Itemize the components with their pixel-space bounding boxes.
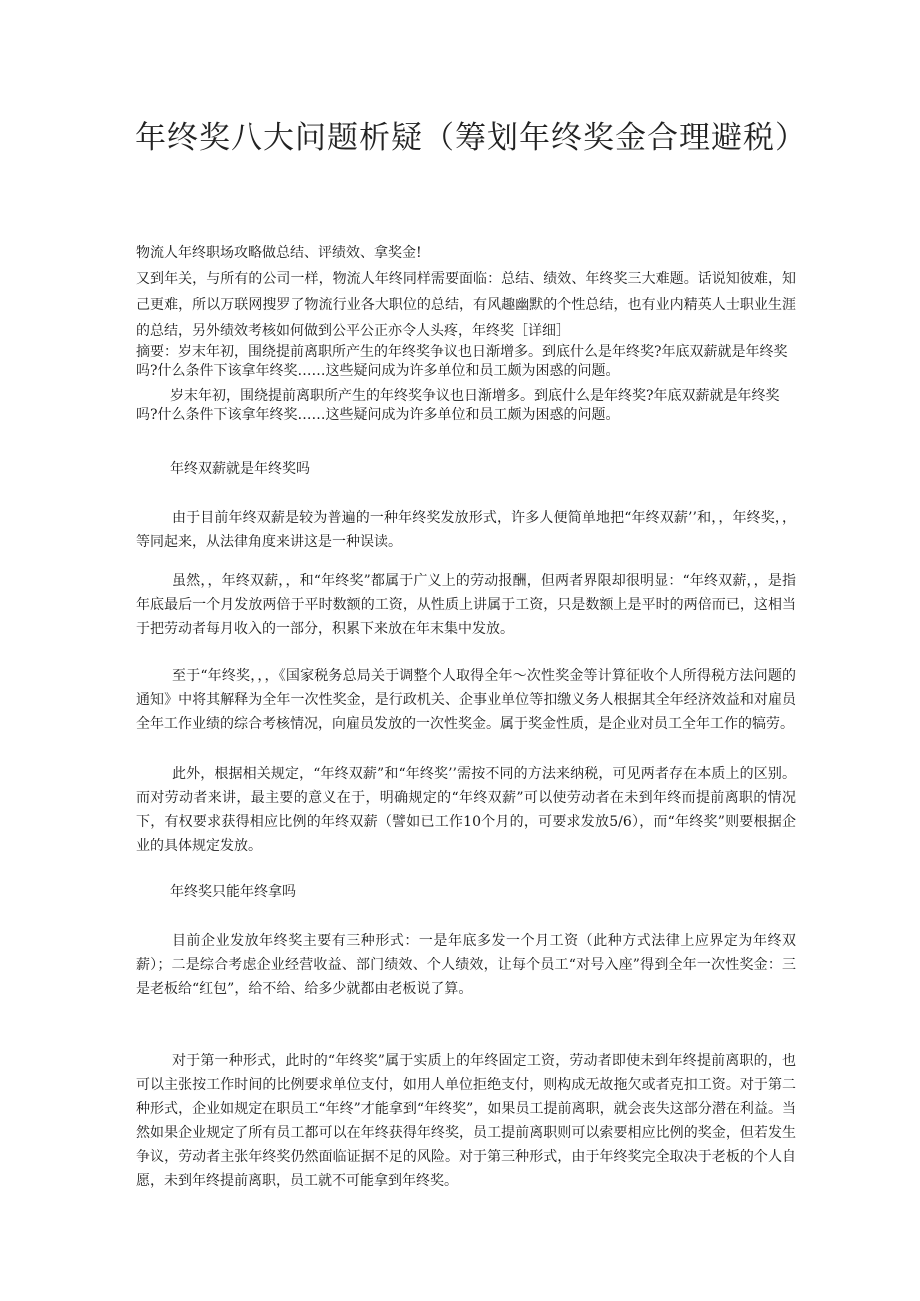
intro-line: 物流人年终职场攻略做总结、评绩效、拿奖金!: [136, 245, 422, 261]
body-paragraph: 由于目前年终双薪是较为普遍的一种年终奖发放形式，许多人便简单地把“年终双薪’’和，，年终奖，，等同起来，从法律角度来讲这是一种误读。: [136, 510, 796, 550]
page-title: 年终奖八大问题析疑（筹划年终奖金合理避税）: [135, 120, 807, 156]
body-paragraph: 至于“年终奖，，，《国家税务总局关于调整个人取得全年～次性奖金等计算征收个人所得税方法问题的通知》中将其解释为全年一次性奖金，是行政机关、企事业单位等扣缴义务人根据其全年经济效益和对雇员全年工作业绩的综合考核情况，向雇员发放的一次性奖金。属于奖金性质，是企业对员工全年工作的犒劳。: [136, 668, 796, 732]
body-paragraph: 目前企业发放年终奖主要有三种形式：一是年底多发一个月工资（此种方式法律上应界定为年终双薪）；二是综合考虑企业经营收益、部门绩效、个人绩效，让每个员工“对号入座”得到全年一次性奖金：三是老板给“红包”，给不给、给多少就都由老板说了算。: [136, 933, 796, 997]
body-paragraph: 对于第一种形式，此时的“年终奖”属于实质上的年终固定工资，劳动者即使未到年终提前离职的，也可以主张按工作时间的比例要求单位支付，如用人单位拒绝支付，则构成无故拖欠或者克扣工资。对于第二种形式，企业如规定在职员工“年终”才能拿到“年终奖”，如果员工提前离职，就会丧失这部分潜在利益。当然如果企业规定了所有员工都可以在年终获得年终奖，员工提前离职则可以索要相应比例的奖金，但若发生争议，劳动者主张年终奖仍然面临证据不足的风险。对于第三种形式，由于年终奖完全取决于老板的个人自愿，未到年终提前离职，员工就不可能拿到年终奖。: [136, 1053, 796, 1189]
section-heading: 年终双薪就是年终奖吗: [170, 461, 310, 477]
body-paragraph: 此外，根据相关规定，“年终双薪”和“年终奖’’需按不同的方法来纳税，可见两者存在本质上的区别。而对劳动者来讲，最主要的意义在于，明确规定的“年终双薪”可以使劳动者在未到年终而提前离职的情况下，有权要求获得相应比例的年终双薪（譬如已工作10个月的，可要求发放5/6），而“年终奖”则要根据企业的具体规定发放。: [136, 766, 796, 854]
body-paragraph: 虽然，，年终双薪，，和“年终奖”都属于广义上的劳动报酬，但两者界限却很明显：“年终双薪，，是指年底最后一个月发放两倍于平时数额的工资，从性质上讲属于工资，只是数额上是平时的两倍而已，这相当于把劳动者每月收入的一部分，积累下来放在年末集中发放。: [136, 573, 796, 637]
section-heading: 年终奖只能年终拿吗: [170, 884, 296, 900]
intro-paragraph: 又到年关，与所有的公司一样，物流人年终同样需要面临：总结、绩效、年终奖三大难题。话说知彼难，知己更难，所以万联网搜罗了物流行业各大职位的总结，有风趣幽默的个性总结，也有业内精英人士职业生涯的总结，另外绩效考核如何做到公平公正亦令人头疼，年终奖［详细］: [136, 271, 796, 339]
summary-paragraph: 岁末年初，围绕提前离职所产生的年终奖争议也日渐增多。到底什么是年终奖?年底双薪就是年终奖吗?什么条件下该拿年终奖……这些疑问成为许多单位和员工颇为困惑的问题。: [136, 388, 780, 423]
abstract-paragraph: 摘要：岁末年初，围绕提前离职所产生的年终奖争议也日渐增多。到底什么是年终奖?年底双薪就是年终奖吗?什么条件下该拿年终奖……这些疑问成为许多单位和员工颇为困惑的问题。: [136, 344, 788, 379]
